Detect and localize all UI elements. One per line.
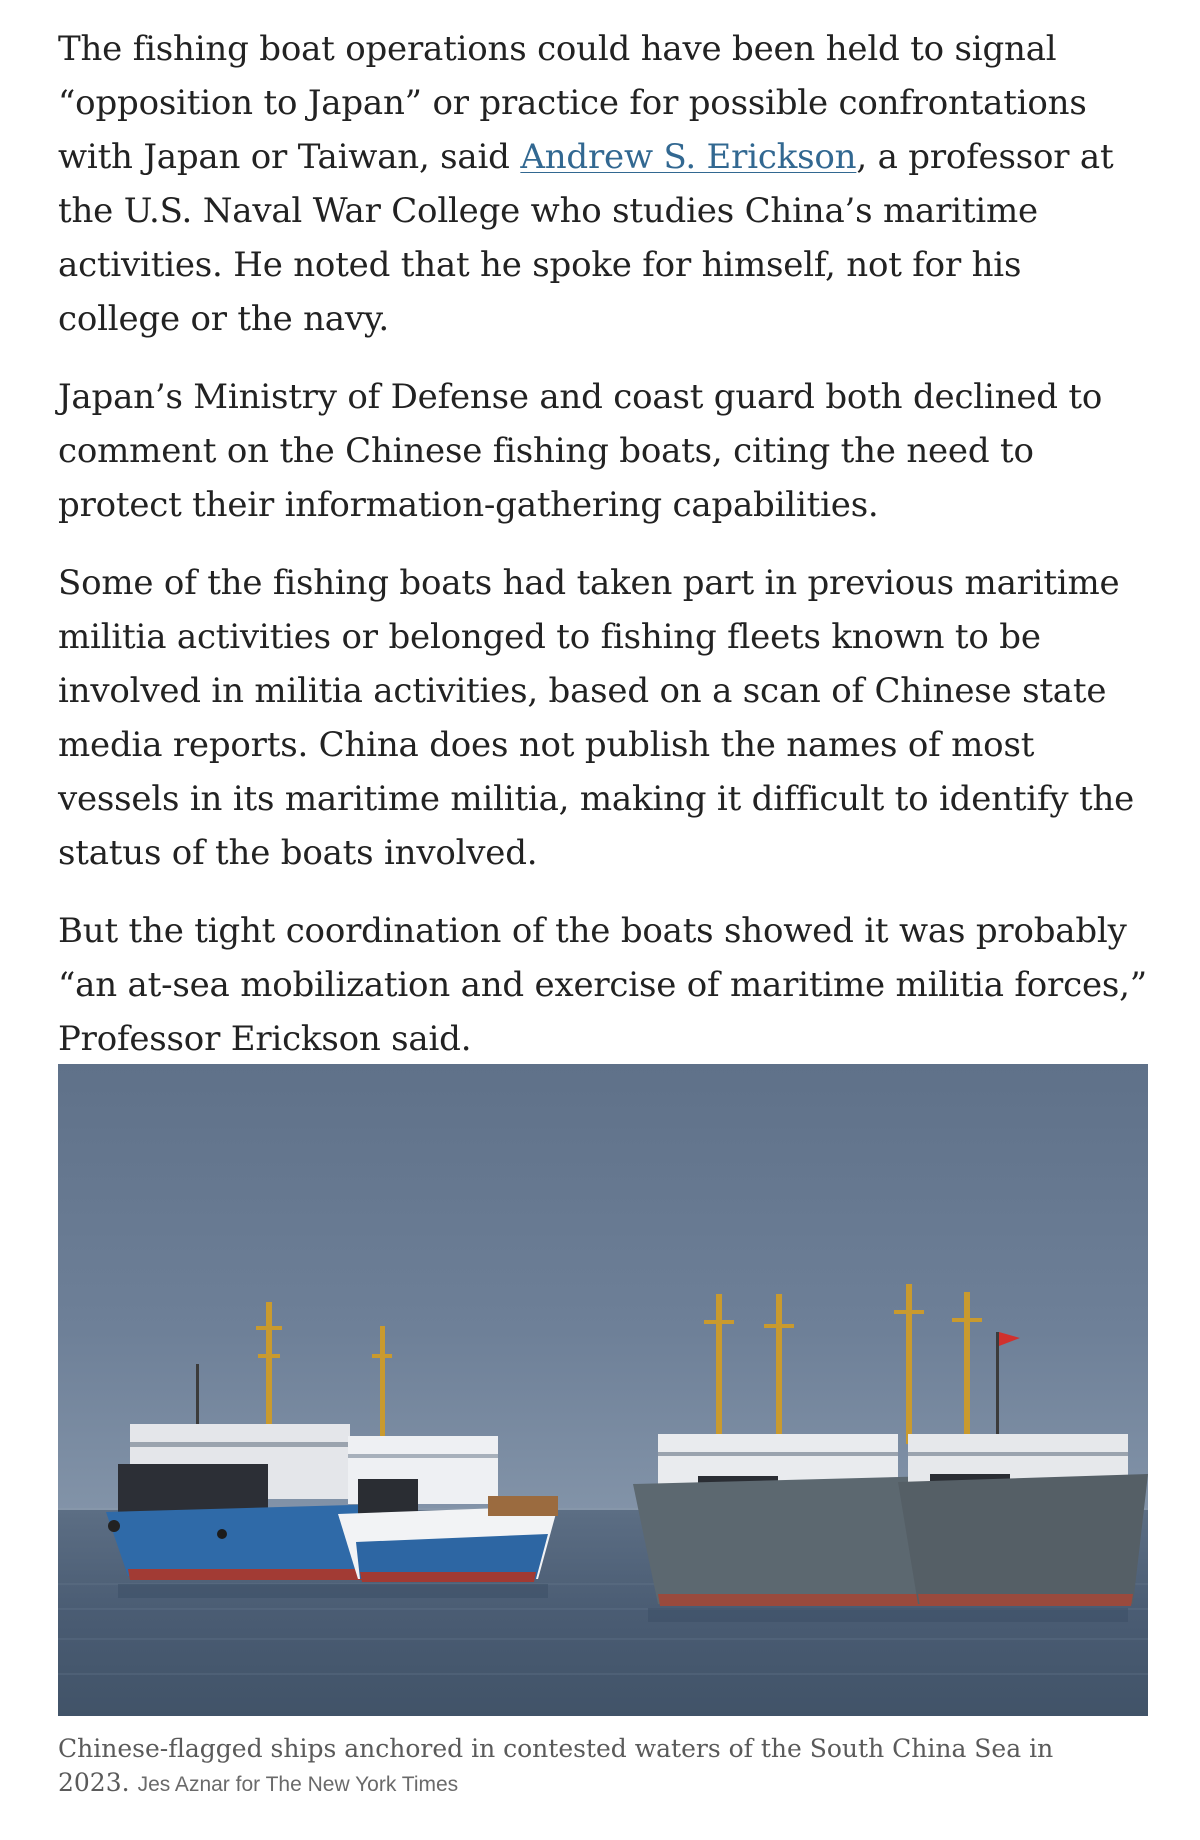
paragraph-1 xyxy=(58,22,1148,346)
author-link-andrew-erickson[interactable]: Andrew S. Erickson xyxy=(520,137,857,177)
paragraph-3: Some of the fishing boats had taken part in previous maritime militia activities or belonged to fishing fleets known to be involved in militia activities, based on a scan of Chinese state media reports. China does not publish the names of most vessels in its maritime militia, making it difficult to identify the status of the boats involved. xyxy=(58,563,1135,873)
figure-caption xyxy=(58,1732,1148,1800)
photo-credit: Jes Aznar for The New York Times xyxy=(137,1773,459,1796)
paragraph-2: Japan’s Ministry of Defense and coast guard both declined to comment on the Chinese fishing boats, citing the need to protect their information-gathering capabilities. xyxy=(58,377,1103,525)
paragraph-1-text-b: , a professor at the U.S. Naval War College who studies China’s maritime activities. He noted that he spoke for himself, not for his college or the navy. xyxy=(58,137,1114,339)
article-body xyxy=(58,22,1148,1090)
fishing-boats-photo xyxy=(58,1064,1148,1716)
caption-text: Chinese-flagged ships anchored in contested waters of the South China Sea in 2023. xyxy=(58,1734,1054,1797)
paragraph-1-text-a: The fishing boat operations could have been held to signal “opposition to Japan” or practice for possible confrontations with Japan or Taiwan, said xyxy=(58,29,1087,177)
article-figure xyxy=(58,1064,1148,1800)
paragraph-4: But the tight coordination of the boats showed it was probably “an at-sea mobilization and exercise of maritime militia forces,” Professor Erickson said. xyxy=(58,911,1147,1059)
